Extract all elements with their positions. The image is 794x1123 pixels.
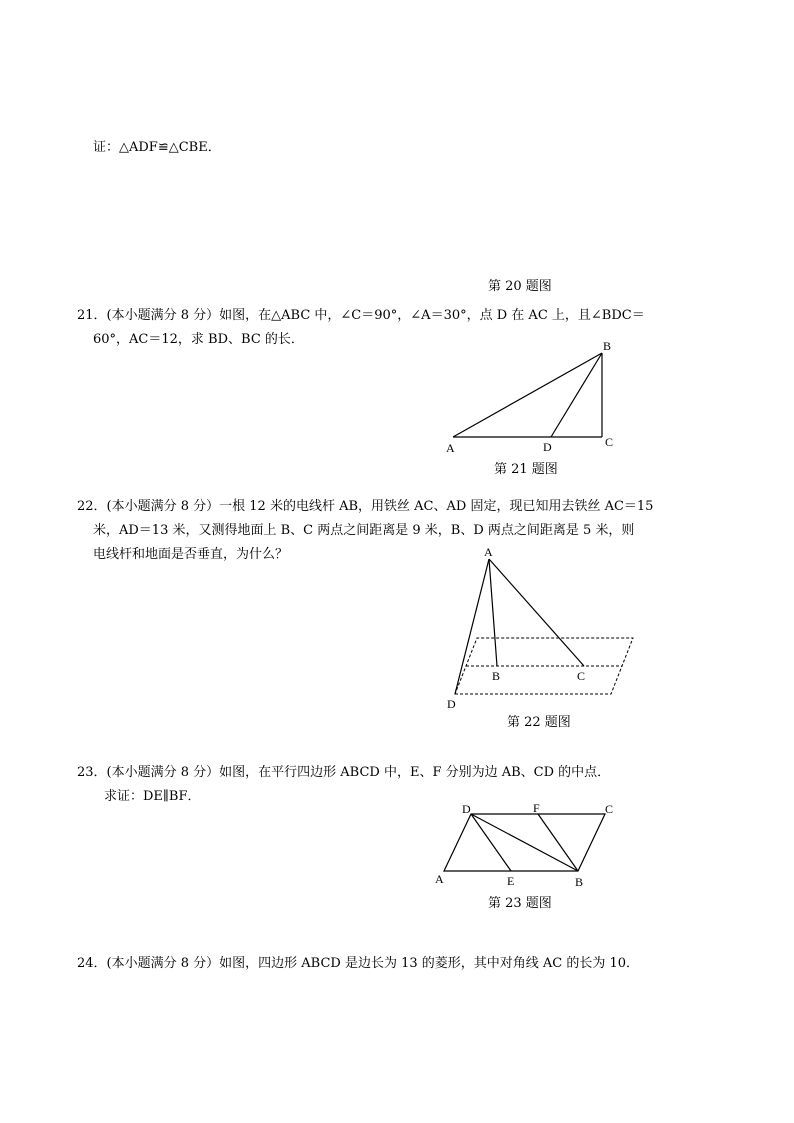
q21-label-d: D [543,440,552,454]
q23-text-line1: 23．(本小题满分 8 分）如图，在平行四边形 ABCD 中，E、F 分别为边 AB、CD 的中点． [77,765,611,780]
q21-label-b: B [603,339,612,353]
q23-label-c: C [605,802,614,816]
q24-text-line1: 24．(本小题满分 8 分）如图，四边形 ABCD 是边长为 13 的菱形，其中对角线 AC 的长为 10． [77,956,640,971]
q22-figure-caption: 第 22 题图 [507,715,571,730]
q22-text-line3: 电线杆和地面是否垂直，为什么？ [93,547,289,562]
q21-figure-caption: 第 21 题图 [494,462,558,477]
q23-label-b: B [575,875,584,889]
q22-label-c: C [577,669,586,683]
q23-segment-db [471,814,578,871]
q22-text-line2: 米，AD＝13 米，又测得地面上 B、C 两点之间距离是 9 米，B、D 两点之间距离是 5 米，则 [93,523,635,538]
q23-label-d: D [462,802,471,816]
q21-label-c: C [605,435,614,449]
q23-segment-fb [538,814,578,871]
q23-label-e: E [507,874,515,888]
q21-text-line1: 21．(本小题满分 8 分）如图，在△ABC 中，∠C＝90°，∠A＝30°，点 D 在 AC 上，且∠BDC＝ [77,308,645,323]
q23-label-f: F [533,801,540,815]
q23-segment-de [471,814,511,871]
q23-label-a: A [435,872,444,886]
q20-figure-caption: 第 20 题图 [488,279,552,294]
q22-label-d: D [447,697,456,711]
q21-text-line2: 60°，AC＝12，求 BD、BC 的长． [93,332,304,347]
q22-label-b: B [492,669,501,683]
q23-figure-caption: 第 23 题图 [488,896,552,911]
q22-label-a: A [484,545,493,559]
q20-prove-line: 证：△ADF≌△CBE． [93,140,221,155]
q22-text-line1: 22．(本小题满分 8 分）一根 12 米的电线杆 AB，用铁丝 AC、AD 固定，现已知用去铁丝 AC＝15 [77,499,654,514]
q21-label-a: A [446,441,455,455]
q23-text-line2: 求证：DE∥BF． [104,789,201,804]
